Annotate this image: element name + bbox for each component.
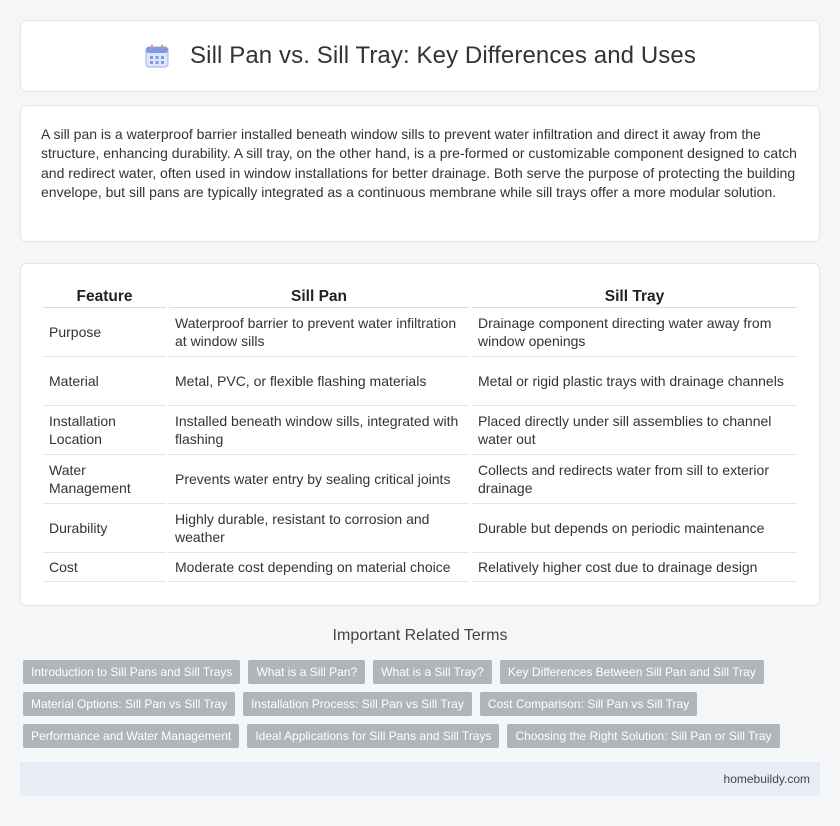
table-row [43, 455, 797, 504]
sill-tray-cell: Collects and redirects water from sill to exterior drainage [472, 455, 797, 504]
page-title: Sill Pan vs. Sill Tray: Key Differences and Uses [190, 42, 696, 69]
sill-tray-cell: Placed directly under sill assemblies to channel water out [472, 406, 797, 455]
feature-cell: Durability [43, 504, 166, 553]
feature-cell: Purpose [43, 308, 166, 357]
related-term-tag[interactable]: Ideal Applications for Sill Pans and Sill Trays [247, 724, 499, 748]
feature-cell: Water Management [43, 455, 166, 504]
comparison-table [40, 284, 800, 582]
table-row [43, 308, 797, 357]
sill-pan-cell: Highly durable, resistant to corrosion and weather [169, 504, 469, 553]
sill-pan-cell: Prevents water entry by sealing critical joints [169, 455, 469, 504]
column-header-sill-tray: Sill Tray [472, 284, 797, 308]
footer [20, 762, 820, 796]
sill-pan-cell: Installed beneath window sills, integrated with flashing [169, 406, 469, 455]
sill-pan-cell: Moderate cost depending on material choice [169, 553, 469, 582]
table-header-row [43, 284, 797, 308]
related-term-tag[interactable]: Key Differences Between Sill Pan and Sill Tray [500, 660, 764, 684]
sill-tray-cell: Durable but depends on periodic maintenance [472, 504, 797, 553]
table-row [43, 553, 797, 582]
related-term-tag[interactable]: What is a Sill Tray? [373, 660, 492, 684]
feature-cell: Installation Location [43, 406, 166, 455]
title-card [20, 20, 820, 92]
related-term-tag[interactable]: Performance and Water Management [23, 724, 239, 748]
sill-pan-cell: Metal, PVC, or flexible flashing materials [169, 357, 469, 406]
table-row [43, 357, 797, 406]
column-header-sill-pan: Sill Pan [169, 284, 469, 308]
tag-row [23, 660, 823, 684]
intro-paragraph: A sill pan is a waterproof barrier installed beneath window sills to prevent water infiltration and direct it away from the structure, enhancing durability. A sill tray, on the other hand, is a pre-formed or customizable component designed to catch and redirect water, often used in window installations for better drainage. Both serve the purpose of protecting the building envelope, but sill pans are typically integrated as a continuous membrane while sill trays offer a more modular solution. [41, 126, 797, 201]
tag-row [23, 692, 823, 716]
related-terms-heading: Important Related Terms [332, 627, 508, 644]
related-term-tag[interactable]: What is a Sill Pan? [248, 660, 365, 684]
column-header-feature: Feature [43, 284, 166, 308]
feature-cell: Cost [43, 553, 166, 582]
calendar-grid-icon [144, 43, 170, 69]
sill-tray-cell: Metal or rigid plastic trays with drainage channels [472, 357, 797, 406]
feature-cell: Material [43, 357, 166, 406]
related-term-tag[interactable]: Material Options: Sill Pan vs Sill Tray [23, 692, 235, 716]
table-row [43, 406, 797, 455]
sill-tray-cell: Drainage component directing water away from window openings [472, 308, 797, 357]
sill-tray-cell: Relatively higher cost due to drainage design [472, 553, 797, 582]
related-term-tag[interactable]: Cost Comparison: Sill Pan vs Sill Tray [480, 692, 697, 716]
comparison-table-card [20, 263, 820, 606]
intro-card [20, 105, 820, 242]
table-row [43, 504, 797, 553]
related-terms-tags [23, 660, 823, 756]
footer-site-link[interactable]: homebuildy.com [723, 772, 810, 786]
related-term-tag[interactable]: Choosing the Right Solution: Sill Pan or Sill Tray [507, 724, 779, 748]
sill-pan-cell: Waterproof barrier to prevent water infiltration at window sills [169, 308, 469, 357]
related-term-tag[interactable]: Installation Process: Sill Pan vs Sill Tray [243, 692, 472, 716]
related-term-tag[interactable]: Introduction to Sill Pans and Sill Trays [23, 660, 240, 684]
tag-row [23, 724, 823, 748]
